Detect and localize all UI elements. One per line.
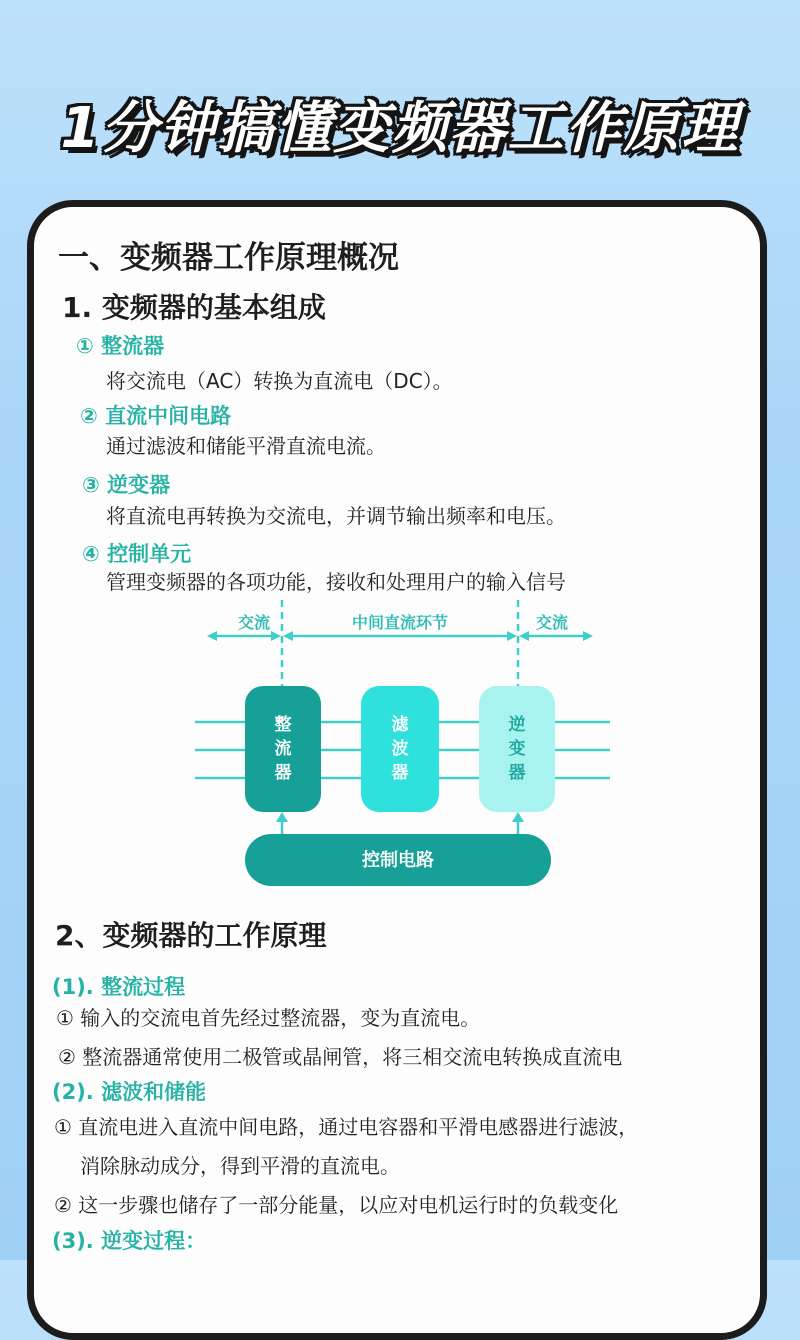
label-ac-left: 交流: [237, 613, 271, 632]
item-rectifier-desc: 将交流电（AC）转换为直流电（DC）。: [106, 369, 453, 393]
block-filter-char: 波: [391, 739, 409, 759]
page-title: 1分钟搞懂变频器工作原理: [60, 96, 740, 161]
step1-line2: ② 整流器通常使用二极管或晶闸管，将三相交流电转换成直流电: [58, 1045, 623, 1069]
step2-line3: ② 这一步骤也储存了一部分能量，以应对电机运行时的负载变化: [54, 1193, 619, 1217]
section1-subheading: 1. 变频器的基本组成: [62, 291, 326, 324]
section2-heading: 2、变频器的工作原理: [55, 919, 327, 952]
block-inverter-char: 器: [508, 763, 526, 783]
block-rectifier-char: 器: [274, 763, 292, 783]
block-inverter-char: 逆: [508, 715, 526, 735]
step1-heading: (1). 整流过程: [52, 975, 186, 999]
item-dc-circuit-heading: ② 直流中间电路: [80, 404, 232, 428]
control-circuit-label: 控制电路: [362, 850, 434, 871]
section1-heading: 一、变频器工作原理概况: [58, 240, 399, 276]
label-dc-link: 中间直流环节: [351, 613, 449, 632]
block-inverter-char: 变: [508, 739, 526, 759]
item-dc-circuit-desc: 通过滤波和储能平滑直流电流。: [106, 434, 386, 458]
item-control-desc: 管理变频器的各项功能，接收和处理用户的输入信号: [106, 570, 566, 594]
item-inverter-heading: ③ 逆变器: [82, 473, 171, 497]
item-rectifier-heading: ① 整流器: [76, 334, 165, 358]
step2-heading: (2). 滤波和储能: [52, 1080, 207, 1104]
block-rectifier-char: 流: [274, 739, 292, 759]
item-inverter-desc: 将直流电再转换为交流电，并调节输出频率和电压。: [106, 504, 566, 528]
block-rectifier-char: 整: [274, 715, 292, 735]
step2-line1: ① 直流电进入直流中间电路，通过电容器和平滑电感器进行滤波，: [54, 1115, 639, 1139]
step1-line1: ① 输入的交流电首先经过整流器，变为直流电。: [56, 1006, 481, 1030]
item-control-heading: ④ 控制单元: [82, 542, 192, 566]
block-filter-char: 滤: [391, 715, 409, 735]
step3-heading: (3). 逆变过程：: [52, 1229, 207, 1253]
step2-line2: 消除脉动成分，得到平滑的直流电。: [80, 1154, 400, 1178]
label-ac-right: 交流: [535, 613, 569, 632]
block-filter-char: 器: [391, 763, 409, 783]
vfd-block-diagram: [190, 598, 620, 898]
